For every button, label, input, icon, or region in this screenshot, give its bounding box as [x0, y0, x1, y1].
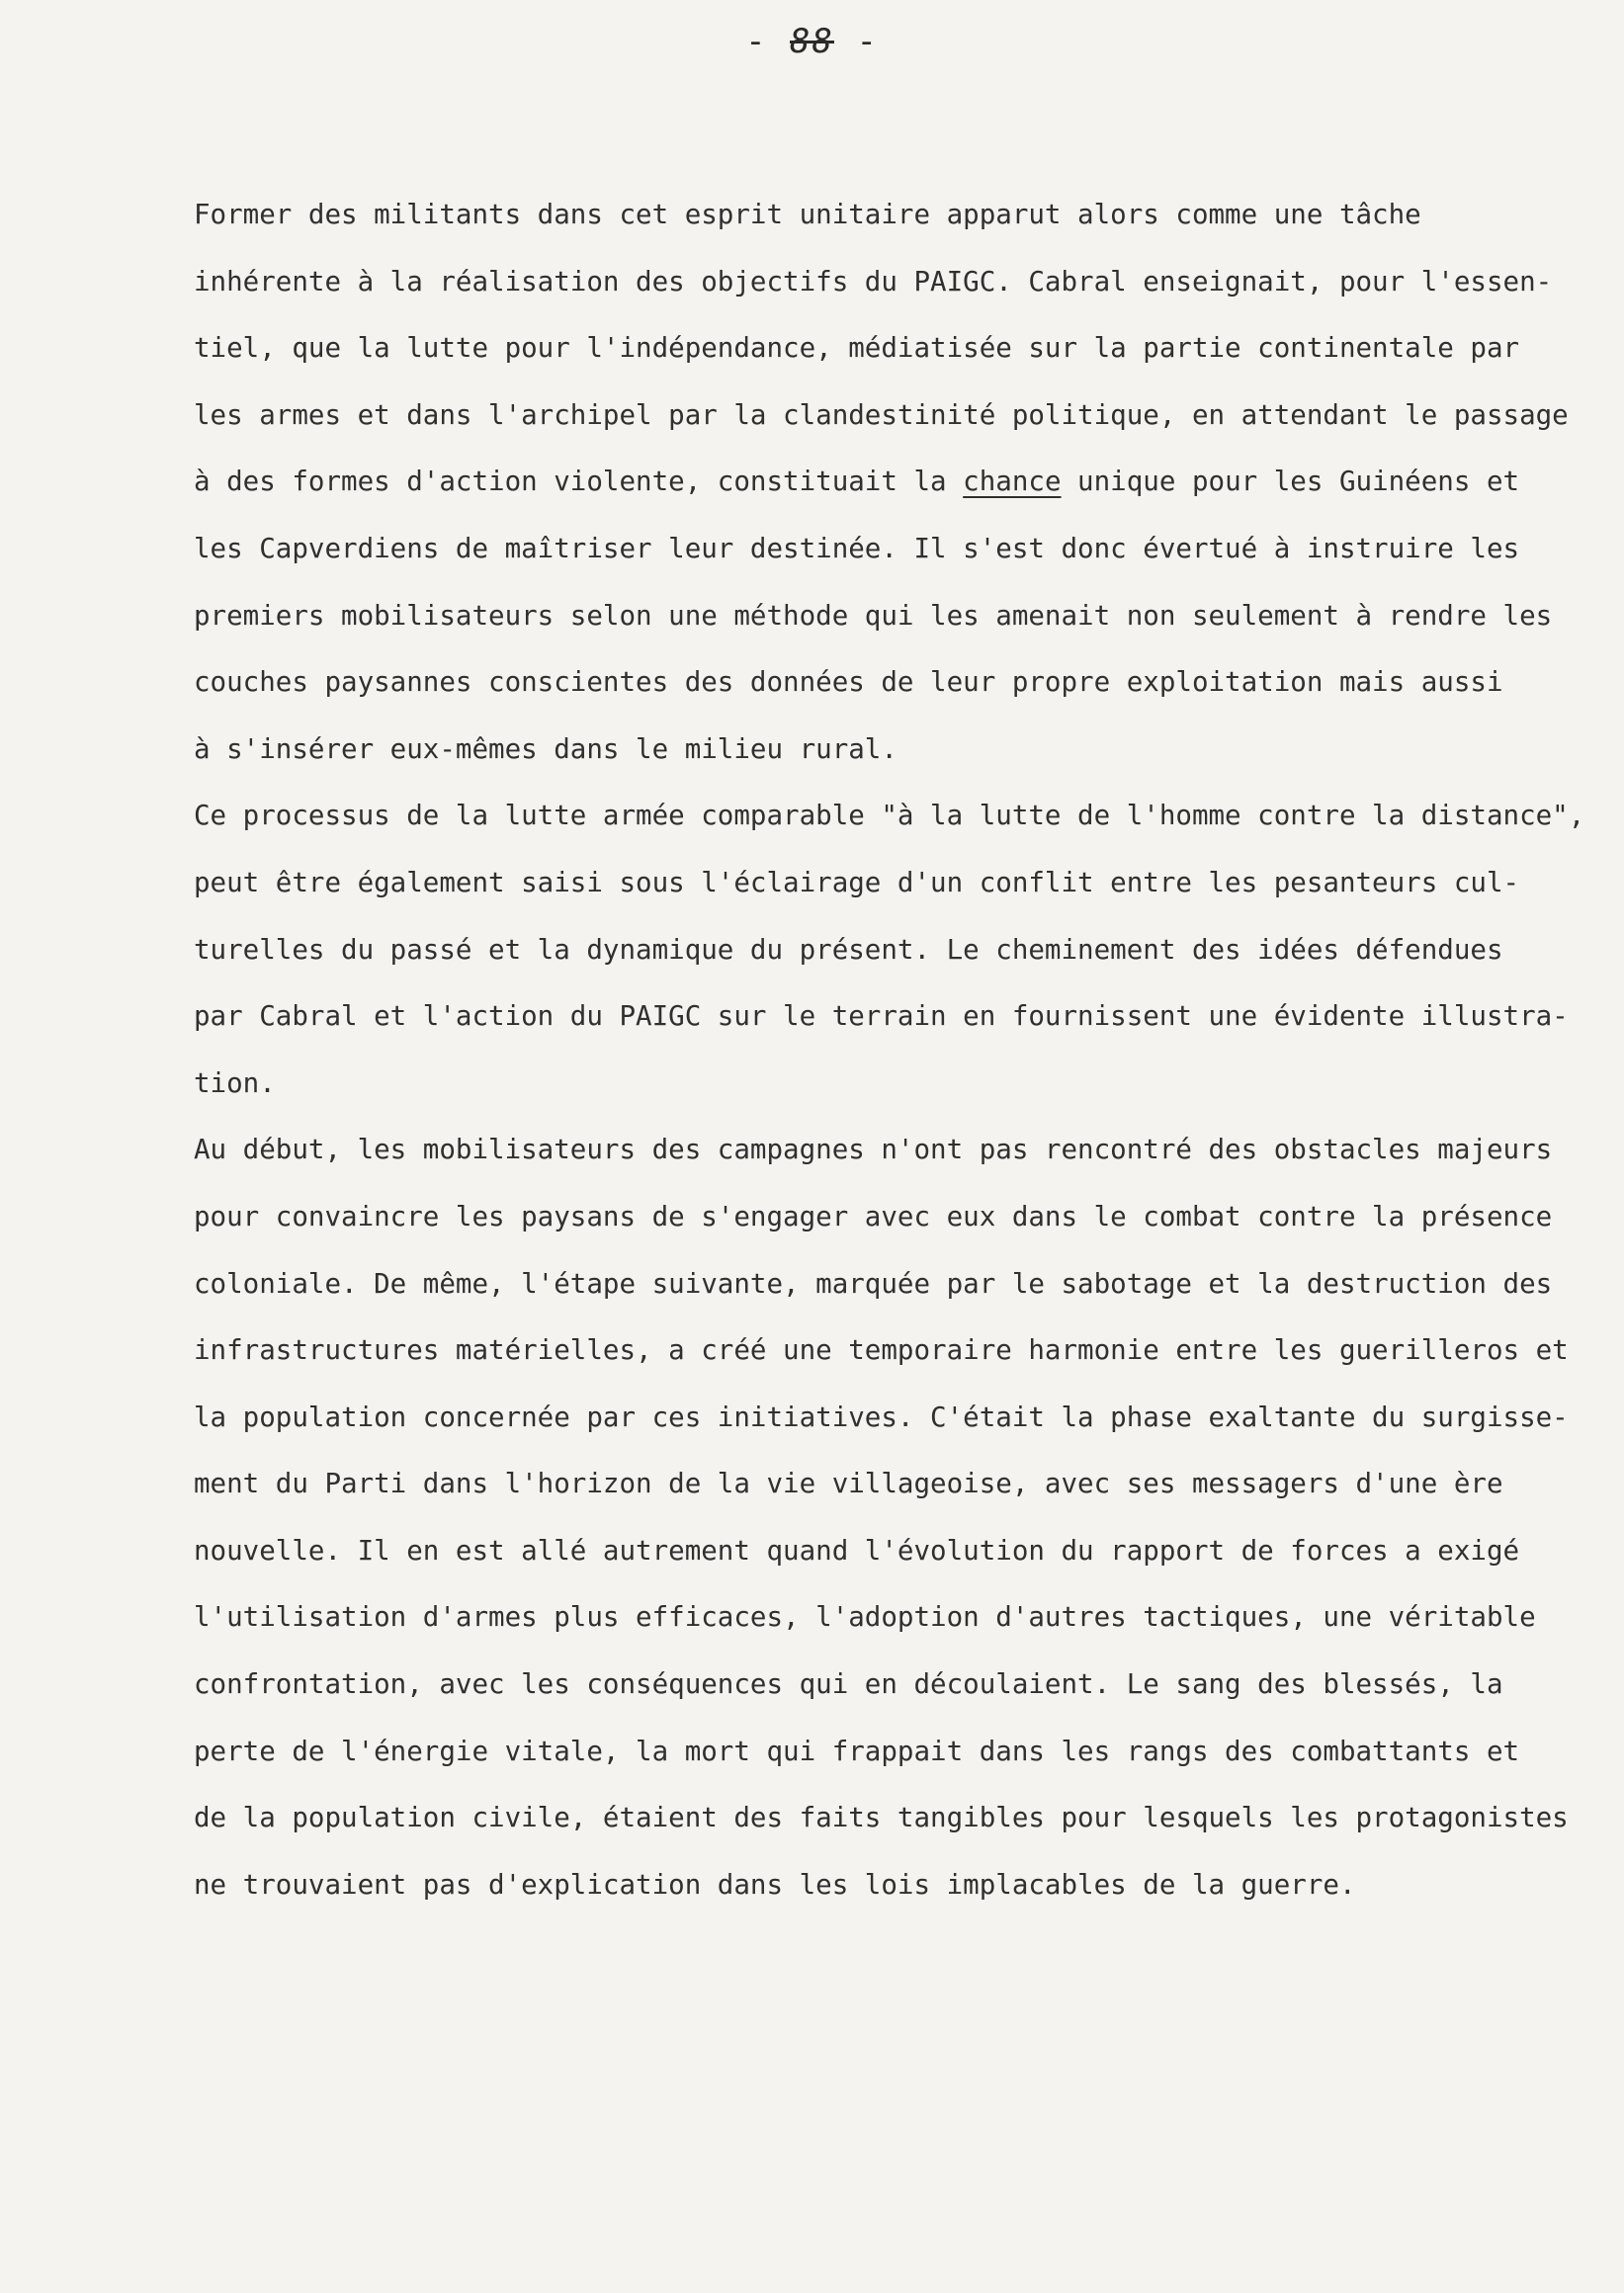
text-line: la population concernée par ces initiatives. C'était la phase exaltante du surgisse- [194, 1401, 1569, 1433]
text-line: perte de l'énergie vitale, la mort qui frappait dans les rangs des combattants et [194, 1735, 1520, 1767]
text-line: infrastructures matérielles, a créé une temporaire harmonie entre les guerilleros et [194, 1334, 1569, 1367]
text-line: peut être également saisi sous l'éclairage d'un conflit entre les pesanteurs cul- [194, 866, 1520, 898]
text-line: les armes et dans l'archipel par la clandestinité politique, en attendant le passage [194, 398, 1569, 431]
body-text [194, 189, 1607, 1925]
text-line: nouvelle. Il en est allé autrement quand l'évolution du rapport de forces a exigé [194, 1534, 1520, 1567]
text-line: de la population civile, étaient des faits tangibles pour lesquels les protagonistes [194, 1802, 1569, 1834]
text-line: par Cabral et l'action du PAIGC sur le terrain en fournissent une évidente illustra- [194, 1000, 1569, 1033]
text-line: couches paysannes conscientes des données de leur propre exploitation mais aussi [194, 666, 1503, 699]
paragraph [194, 1124, 1607, 1925]
page-number-dash-right: - [833, 22, 879, 61]
text-line: ment du Parti dans l'horizon de la vie villageoise, avec ses messagers d'une ère [194, 1468, 1503, 1500]
paragraph [194, 790, 1607, 1124]
text-line: inhérente à la réalisation des objectifs du PAIGC. Cabral enseignait, pour l'essen- [194, 265, 1553, 297]
text-line: confrontation, avec les conséquences qui en découlaient. Le sang des blessés, la [194, 1668, 1503, 1701]
text-line: à des formes d'action violente, constituait la chance unique pour les Guinéens et [194, 466, 1520, 498]
text-line: tiel, que la lutte pour l'indépendance, médiatisée sur la partie continentale par [194, 332, 1520, 365]
text-line: à s'insérer eux-mêmes dans le milieu rural. [194, 732, 897, 765]
page-number [0, 22, 1624, 61]
paragraph [194, 189, 1607, 790]
text-line: les Capverdiens de maîtriser leur destinée. Il s'est donc évertué à instruire les [194, 532, 1520, 564]
underlined-word: chance [963, 466, 1062, 498]
text-line: turelles du passé et la dynamique du présent. Le cheminement des idées défendues [194, 933, 1503, 966]
text-line: premiers mobilisateurs selon une méthode qui les amenait non seulement à rendre les [194, 599, 1553, 632]
text-line: ne trouvaient pas d'explication dans les lois implacables de la guerre. [194, 1868, 1356, 1901]
text-line: Ce processus de la lutte armée comparable "à la lutte de l'homme contre la distance", [194, 800, 1585, 832]
page-number-value: 88 [790, 22, 834, 61]
page-number-dash-left: - [745, 22, 791, 61]
text-line: l'utilisation d'armes plus efficaces, l'adoption d'autres tactiques, une véritable [194, 1601, 1536, 1634]
text-line: coloniale. De même, l'étape suivante, marquée par le sabotage et la destruction des [194, 1267, 1553, 1300]
text-line: Former des militants dans cet esprit unitaire apparut alors comme une tâche [194, 199, 1421, 230]
text-line: pour convaincre les paysans de s'engager avec eux dans le combat contre la présence [194, 1200, 1553, 1232]
text-line: Au début, les mobilisateurs des campagnes n'ont pas rencontré des obstacles majeurs [194, 1134, 1553, 1166]
text-line: tion. [194, 1066, 276, 1099]
